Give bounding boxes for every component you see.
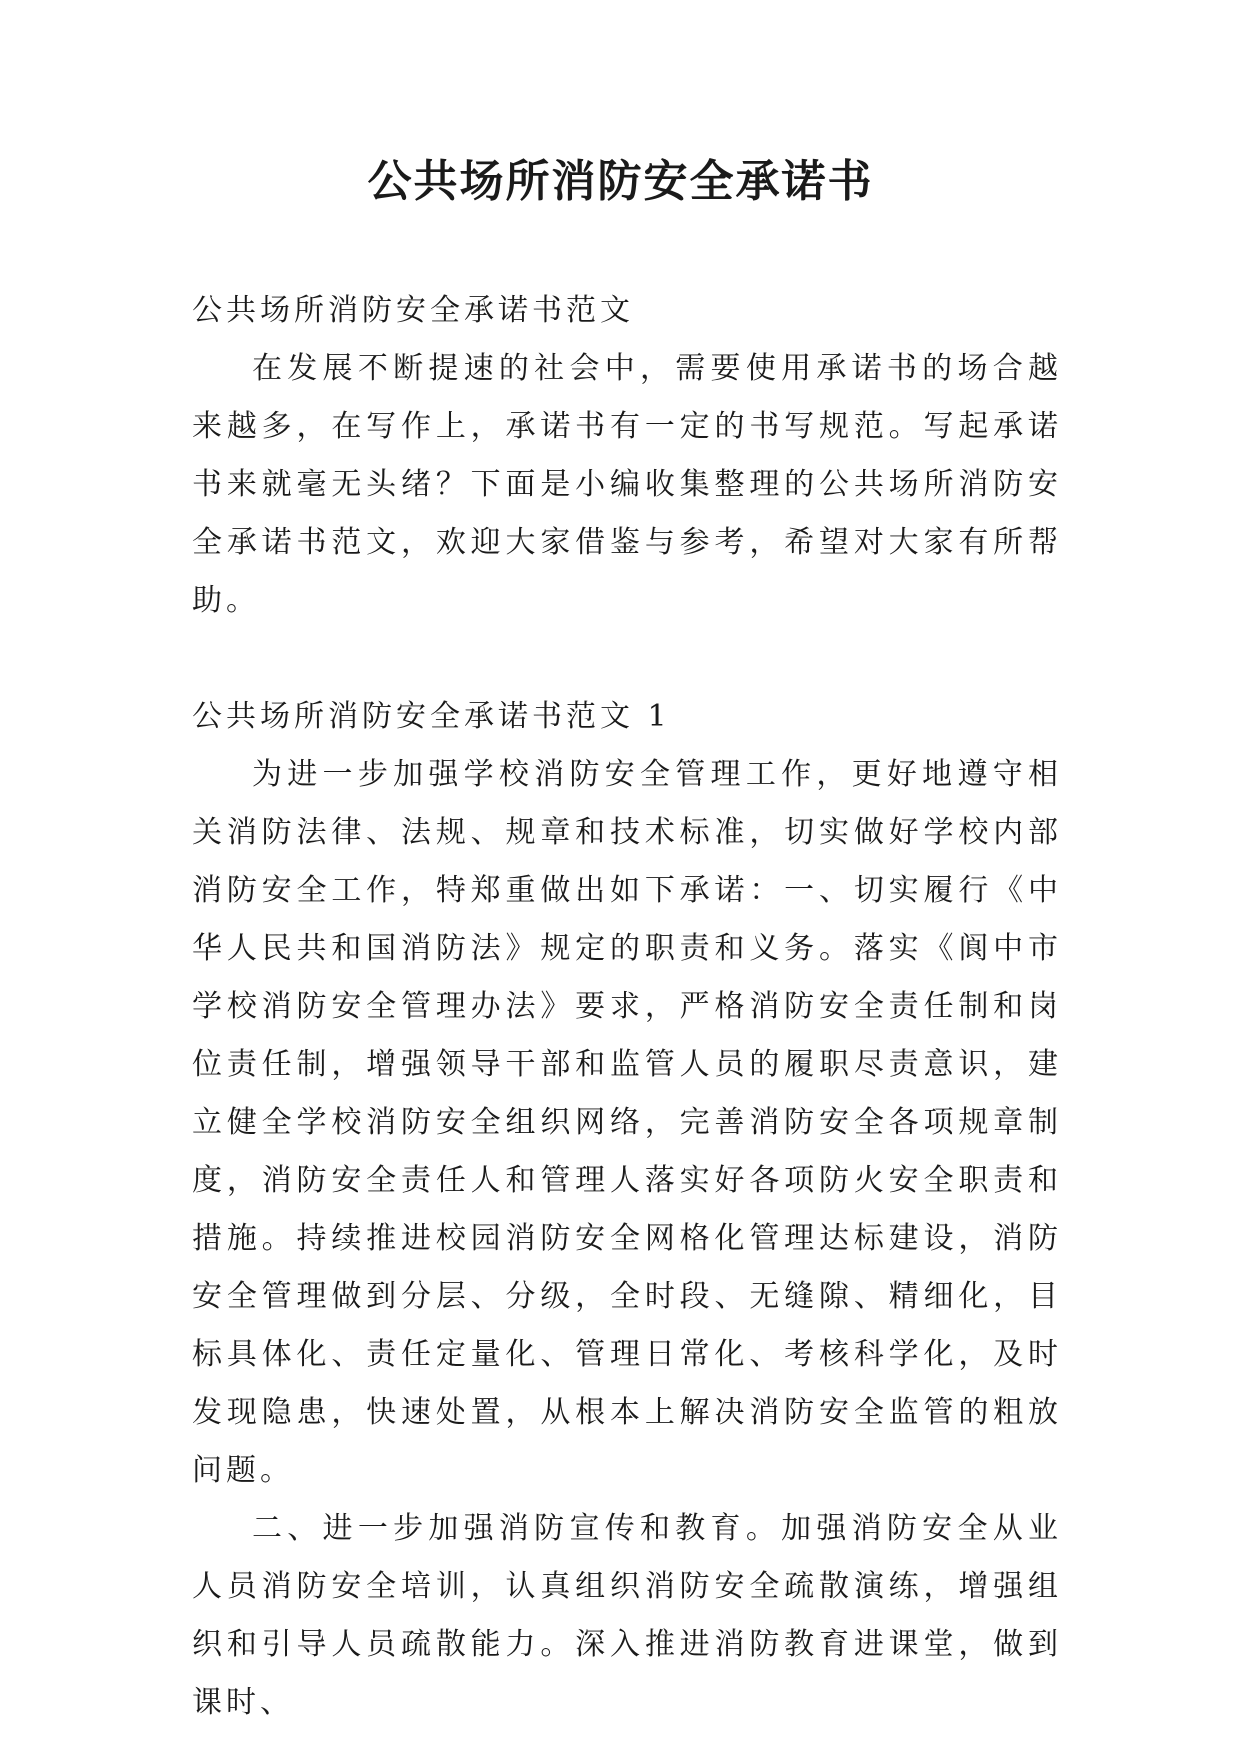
intro-paragraph: 在发展不断提速的社会中，需要使用承诺书的场合越来越多，在写作上，承诺书有一定的书写规范。写起承诺书来就毫无头绪？下面是小编收集整理的公共场所消防安全承诺书范文，欢迎大家借鉴与参考，希望对大家有所帮助。	[192, 351, 1062, 618]
paragraph-spacer	[192, 630, 1062, 688]
document-title: 公共场所消防安全承诺书	[367, 156, 874, 207]
section-heading: 公共场所消防安全承诺书范文 1	[192, 699, 671, 734]
document-subtitle: 公共场所消防安全承诺书范文	[192, 293, 634, 328]
section-paragraph-2: 二、进一步加强消防宣传和教育。加强消防安全从业人员消防安全培训，认真组织消防安全疏散演练，增强组织和引导人员疏散能力。深入推进消防教育进课堂，做到课时、	[192, 1511, 1062, 1720]
section-paragraph-1: 为进一步加强学校消防安全管理工作，更好地遵守相关消防法律、法规、规章和技术标准，切实做好学校内部消防安全工作，特郑重做出如下承诺：一、切实履行《中华人民共和国消防法》规定的职责和义务。落实《阆中市学校消防安全管理办法》要求，严格消防安全责任制和岗位责任制，增强领导干部和监管人员的履职尽责意识，建立健全学校消防安全组织网络，完善消防安全各项规章制度，消防安全责任人和管理人落实好各项防火安全职责和措施。持续推进校园消防安全网格化管理达标建设，消防安全管理做到分层、分级，全时段、无缝隙、精细化，目标具体化、责任定量化、管理日常化、考核科学化，及时发现隐患，快速处置，从根本上解决消防安全监管的粗放问题。	[192, 757, 1062, 1488]
document-body	[192, 282, 1062, 1732]
